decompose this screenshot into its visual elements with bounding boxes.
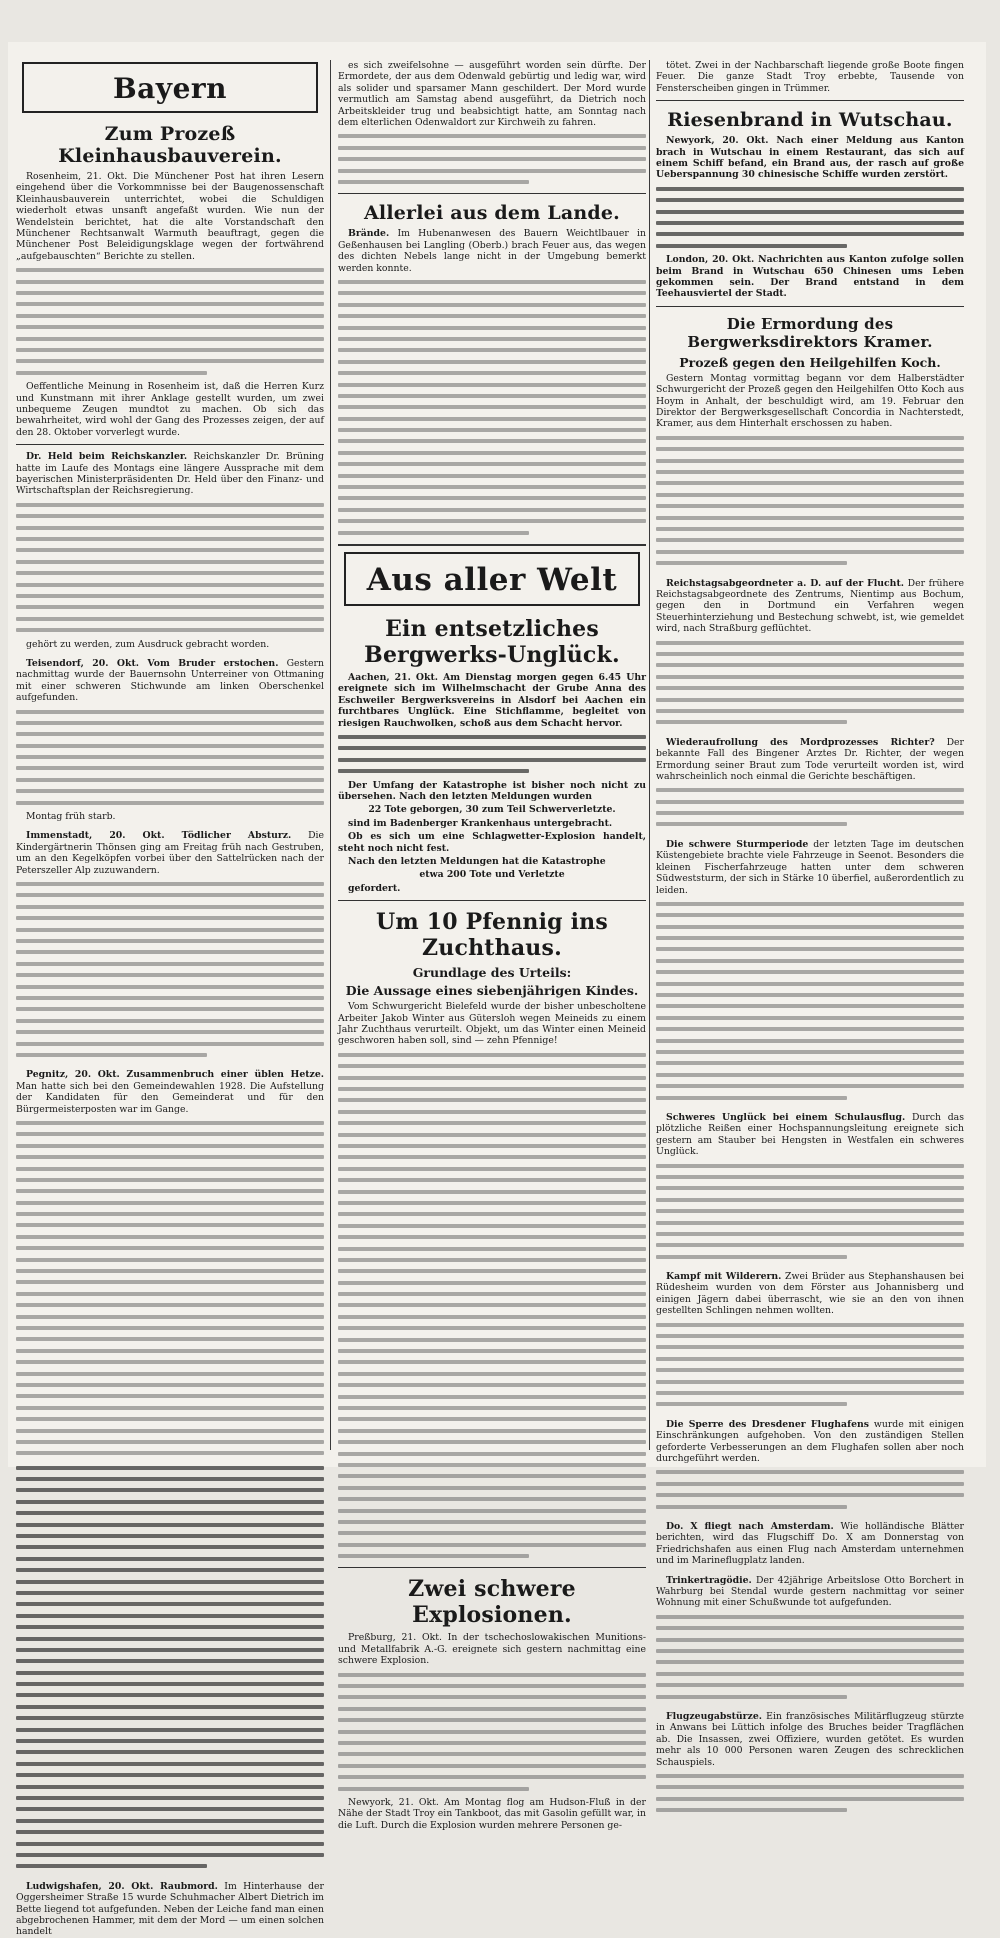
article-lead: Do. X fliegt nach Amsterdam. bbox=[666, 1521, 834, 1533]
article-paragraph: gefordert. bbox=[348, 882, 401, 894]
article-text: Reichskanzler Dr. Brüning hatte im Laufe des Montags eine längere Aussprache mit dem bayerischen Ministerpräsidenten Dr. Held über den Finanz- und Wirtschaftsplan der Reichsregierung. bbox=[16, 451, 324, 497]
article-lead: Pegnitz, 20. Okt. Zusammenbruch einer üblen Hetze. bbox=[26, 1069, 324, 1081]
article-paragraph bbox=[656, 578, 964, 635]
article-paragraph bbox=[16, 830, 324, 876]
article-paragraph bbox=[16, 1069, 324, 1115]
article-text: Die Kindergärtnerin Thönsen ging am Freitag früh nach Gestruben, um an den Kegelköpfen vorbei über den Sattelrücken nach der Peterszeller Alp zuzuwandern. bbox=[16, 830, 324, 876]
article-subtitle: Grundlage des Urteils: bbox=[412, 965, 572, 981]
article-lead: Brände. bbox=[348, 228, 390, 240]
text-block bbox=[656, 1466, 964, 1512]
article-text: Durch das plötzliche Reißen einer Hochspannungsleitung ereignete sich gestern am Stauber bei Hengsten in Westfalen ein schweres Unglück. bbox=[656, 1111, 964, 1158]
article-paragraph: etwa 200 Tote und Verletzte bbox=[419, 869, 565, 881]
text-block bbox=[656, 784, 964, 830]
column-1 bbox=[16, 60, 324, 1938]
article-title: Die Ermordung des Bergwerksdirektors Kramer. bbox=[687, 314, 933, 351]
article-paragraph: Oeffentliche Meinung in Rosenheim ist, daß die Herren Kurz und Kunstmann mit ihrer Anklage gestellt wurden, um zwei unbequeme Zeugen mundtot zu machen. Ob sich das bewahrheitet, wird wohl der Gang des Prozesses zeigen, der auf den 28. Oktober vorverlegt wurde. bbox=[16, 381, 324, 438]
text-block bbox=[338, 1669, 646, 1794]
article-paragraph: London, 20. Okt. Nachrichten aus Kanton zufolge sollen beim Brand in Wutschau 650 Chinesen ums Leben gekommen sein. Der Brand entstand in dem Teehausviertel der Stadt. bbox=[656, 254, 964, 300]
divider bbox=[338, 900, 646, 901]
text-block bbox=[656, 1770, 964, 1816]
article-title: Ein entsetzliches Bergwerks-Unglück. bbox=[364, 616, 620, 668]
article-paragraph bbox=[656, 1575, 964, 1609]
text-block bbox=[16, 264, 324, 378]
newspaper-page bbox=[8, 42, 986, 1938]
article-title: Riesenbrand in Wutschau. bbox=[667, 109, 953, 132]
article-text: Im Hubenanwesen des Bauern Weichtlbauer in Geßenhausen bei Langling (Oberb.) brach Feuer aus, das wegen des dichten Nebels lange nicht in der Umgebung bemerkt werden konnte. bbox=[338, 228, 646, 274]
text-block bbox=[656, 1160, 964, 1263]
article-text: wurde mit einigen Einschränkungen aufgehoben. Von den zuständigen Stellen geforderte Verbesserungen an dem Flughafen sollen aber noch durchgeführt werden. bbox=[656, 1418, 964, 1465]
text-block bbox=[16, 499, 324, 636]
text-block-bold bbox=[16, 1462, 324, 1872]
article-lead: Flugzeugabstürze. bbox=[666, 1710, 762, 1722]
article-lead: Schweres Unglück bei einem Schulausflug. bbox=[666, 1111, 906, 1123]
article-text: der letzten Tage im deutschen Küstengebiete brachte viele Fahrzeuge in Seenot. Besonders die kleinen Fischerfahrzeuge hatten unter dem schweren Südweststurm, der sich in Stärke 10 überfiel, außerordentlich zu leiden. bbox=[656, 838, 964, 896]
section-title-aus-aller-welt: Aus aller Welt bbox=[344, 552, 640, 606]
text-block bbox=[656, 432, 964, 569]
article-subtitle: Die Aussage eines siebenjährigen Kindes. bbox=[345, 983, 639, 999]
article-lead: Wiederaufrollung des Mordprozesses Richter? bbox=[666, 736, 935, 748]
text-block bbox=[338, 130, 646, 187]
article-paragraph bbox=[16, 658, 324, 704]
divider bbox=[656, 100, 964, 101]
article-lead: Reichstagsabgeordneter a. D. auf der Flucht. bbox=[666, 577, 904, 589]
text-block bbox=[656, 898, 964, 1103]
article-paragraph: Ob es sich um eine Schlagwetter-Explosion handelt, steht noch nicht fest. bbox=[338, 831, 646, 854]
article-subtitle: Prozeß gegen den Heilgehilfen Koch. bbox=[679, 354, 941, 370]
column-2 bbox=[338, 60, 646, 1831]
article-paragraph: Newyork, 21. Okt. Am Montag flog am Hudson-Fluß in der Nähe der Stadt Troy ein Tankboot, das mit Gasolin gefüllt war, in die Luft. Durch die Explosion wurden mehrere Personen ge- bbox=[338, 1796, 646, 1831]
article-text: Ein französisches Militärflugzeug stürzte in Anwans bei Lüttich infolge des Bruches beider Tragflächen ab. Die Insassen, zwei Offiziere, wurden getötet. Es wurden mehr als 10 000 Personen waren Zeugen des schrecklichen Schauspiels. bbox=[656, 1710, 964, 1768]
article-paragraph: sind im Badenberger Krankenhaus untergebracht. bbox=[348, 817, 613, 829]
article-paragraph: Der Umfang der Katastrophe ist bisher noch nicht zu übersehen. Nach den letzten Meldungen wurden bbox=[338, 779, 646, 802]
divider bbox=[338, 1567, 646, 1568]
text-block bbox=[16, 878, 324, 1060]
article-paragraph bbox=[656, 737, 964, 783]
article-paragraph: Vom Schwurgericht Bielefeld wurde der bisher unbescholtene Arbeiter Jakob Winter aus Gütersloh wegen Meineids zu einem Jahr Zuchthaus verurteilt. Objekt, um das Winter einen Meineid geschworen haben soll, sind — zehn Pfennige! bbox=[338, 1001, 646, 1047]
divider bbox=[338, 193, 646, 194]
article-text: Gestern nachmittag wurde der Bauernsohn Unterreiner von Ottmaning mit einer schweren Stichwunde am linken Oberschenkel aufgefunden. bbox=[16, 657, 324, 704]
article-text: Man hatte sich bei den Gemeindewahlen 1928. Die Aufstellung der Kandidaten für den Gemeinderat und für den Bürgermeisterposten war im Gange. bbox=[16, 1080, 324, 1115]
divider bbox=[656, 306, 964, 307]
article-lead: Die schwere Sturmperiode bbox=[666, 838, 809, 850]
article-paragraph: es sich zweifelsohne — ausgeführt worden sein dürfte. Der Ermordete, der aus dem Odenwald gebürtig und ledig war, wird als solider und sparsamer Mann geschildert. Der Mord wurde vermutlich am Samstag abend ausgeführt, da Dietrich noch Arbeitskleider trug und beabsichtigt hatte, am Sonntag nach dem elterlichen Odenwaldort zur Kirchweih zu fahren. bbox=[338, 60, 646, 129]
article-lead: Dr. Held beim Reichskanzler. bbox=[26, 451, 188, 463]
article-paragraph: 22 Tote geborgen, 30 zum Teil Schwerverletzte. bbox=[368, 804, 616, 816]
article-lead: Kampf mit Wilderern. bbox=[666, 1271, 782, 1283]
article-paragraph: Montag früh starb. bbox=[26, 811, 116, 823]
article-paragraph: gehört zu werden, zum Ausdruck gebracht worden. bbox=[26, 638, 270, 650]
article-text: Der frühere Reichstagsabgeordnete des Zentrums, Nientimp aus Bochum, gegen den in Dortmund ein Verfahren wegen Steuerhinterziehung und Bestechung schwebt, ist, wie gemeldet wird, nach Straßburg geflüchtet. bbox=[656, 577, 964, 635]
text-block bbox=[338, 1049, 646, 1562]
text-block bbox=[656, 637, 964, 728]
article-lead: Teisendorf, 20. Okt. Vom Bruder erstochen. bbox=[26, 657, 279, 669]
article-lead: Ludwigshafen, 20. Okt. Raubmord. bbox=[26, 1880, 218, 1892]
article-text: Im Hinterhause der Oggersheimer Straße 15 wurde Schuhmacher Albert Dietrich im Bette liegend tot aufgefunden. Neben der Leiche fand man einen abgebrochenen Hammer, mit dem der Mord — um einen solchen handelt bbox=[16, 1880, 324, 1938]
text-block bbox=[656, 1611, 964, 1702]
article-paragraph: tötet. Zwei in der Nachbarschaft liegende große Boote fingen Feuer. Die ganze Stadt Troy erbebte, Tausende von Fensterscheiben gingen in Trümmer. bbox=[656, 60, 964, 94]
text-block-bold bbox=[338, 731, 646, 777]
article-title: Um 10 Pfennig ins Zuchthaus. bbox=[376, 909, 608, 962]
article-paragraph: Preßburg, 21. Okt. In der tschechoslowakischen Munitions- und Metallfabrik A.-G. ereignete sich gestern nachmittag eine schwere Explosion. bbox=[338, 1632, 646, 1667]
divider bbox=[16, 444, 324, 445]
article-text: Zwei Brüder aus Stephanshausen bei Rüdesheim wurden von dem Förster aus Johannisberg und einigen Jägern dabei überrascht, wie sie an den von ihnen gestellten Schlingen nehmen wollten. bbox=[656, 1271, 964, 1317]
text-block-bold bbox=[656, 183, 964, 251]
article-paragraph: Gestern Montag vormittag begann vor dem Halberstädter Schwurgericht der Prozeß gegen den Heilgehilfen Otto Koch aus Hoym in Anhalt, der beschuldigt wird, am 19. Februar den Direktor der Bergwerksgesellschaft Concordia in Nachterstedt, Kramer, aus dem Hinterhalt erschossen zu haben. bbox=[656, 372, 964, 430]
article-paragraph bbox=[656, 1419, 964, 1465]
article-paragraph bbox=[656, 1271, 964, 1317]
article-paragraph bbox=[338, 228, 646, 274]
text-block bbox=[16, 1117, 324, 1459]
article-paragraph bbox=[16, 1881, 324, 1938]
article-paragraph: Newyork, 20. Okt. Nach einer Meldung aus Kanton brach in Wutschau in einem Restaurant, das sich auf einem Schiff befand, ein Brand aus, der rasch auf große Ueberspannung 30 chinesische Schiffe wurden zerstört. bbox=[656, 135, 964, 181]
article-text: Wie holländische Blätter berichten, wird das Flugschiff Do. X am Donnerstag von Friedrichshafen aus einen Flug nach Amsterdam unternehmen und im Marineflugplatz landen. bbox=[656, 1521, 964, 1567]
article-text: Der bekannte Fall des Bingener Arztes Dr. Richter, der wegen Ermordung seiner Braut zum Tode verurteilt worden ist, wird wahrscheinlich noch einmal die Gerichte beschäftigen. bbox=[656, 736, 964, 782]
article-lead: Trinkertragödie. bbox=[666, 1574, 752, 1586]
article-paragraph: Rosenheim, 21. Okt. Die Münchener Post hat ihren Lesern eingehend über die Vorkommnisse bei der Baugenossenschaft Kleinhausbauverein unterrichtet, wobei die Schuldigen wiederholt etwas unsanft angefaßt wurden. Wie nun der Wendelstein berichtet, hat die alte Vorstandschaft den Münchener Rechtsanwalt Warmuth beauftragt, gegen die Münchener Post Beleidigungsklage wegen der fortwährend „aufgebauschten“ Berichte zu stellen. bbox=[16, 171, 324, 262]
column-rule-2 bbox=[649, 60, 650, 1450]
column-3 bbox=[656, 60, 964, 1768]
article-text: Der 42jährige Arbeitslose Otto Borchert in Wahrburg bei Stendal wurde gestern nachmittag vor seiner Wohnung mit einer Schußwunde tot aufgefunden. bbox=[656, 1574, 964, 1609]
article-paragraph bbox=[656, 1521, 964, 1567]
article-paragraph bbox=[656, 1112, 964, 1158]
article-paragraph: Nach den letzten Meldungen hat die Katastrophe bbox=[348, 856, 606, 868]
article-lead: Die Sperre des Dresdener Flughafens bbox=[666, 1418, 869, 1430]
section-title-bayern: Bayern bbox=[22, 62, 318, 113]
text-block bbox=[16, 706, 324, 809]
column-rule-1 bbox=[330, 60, 331, 1450]
article-paragraph: Aachen, 21. Okt. Am Dienstag morgen gegen 6.45 Uhr ereignete sich im Wilhelmschacht der Grube Anna des Eschweiler Bergwerksvereins in Alsdorf bei Aachen ein furchtbares Unglück. Eine Stichflamme, begleitet von riesigen Rauchwolken, schoß aus dem Schacht hervor. bbox=[338, 672, 646, 729]
article-paragraph bbox=[656, 1711, 964, 1768]
article-paragraph bbox=[656, 839, 964, 896]
text-block bbox=[338, 276, 646, 538]
article-lead: Immenstadt, 20. Okt. Tödlicher Absturz. bbox=[26, 830, 292, 842]
article-title: Zwei schwere Explosionen. bbox=[408, 1576, 576, 1629]
article-paragraph bbox=[16, 451, 324, 497]
article-title: Zum Prozeß Kleinhausbauverein. bbox=[58, 123, 282, 167]
divider bbox=[338, 544, 646, 546]
article-title: Allerlei aus dem Lande. bbox=[363, 202, 621, 225]
text-block bbox=[656, 1319, 964, 1410]
